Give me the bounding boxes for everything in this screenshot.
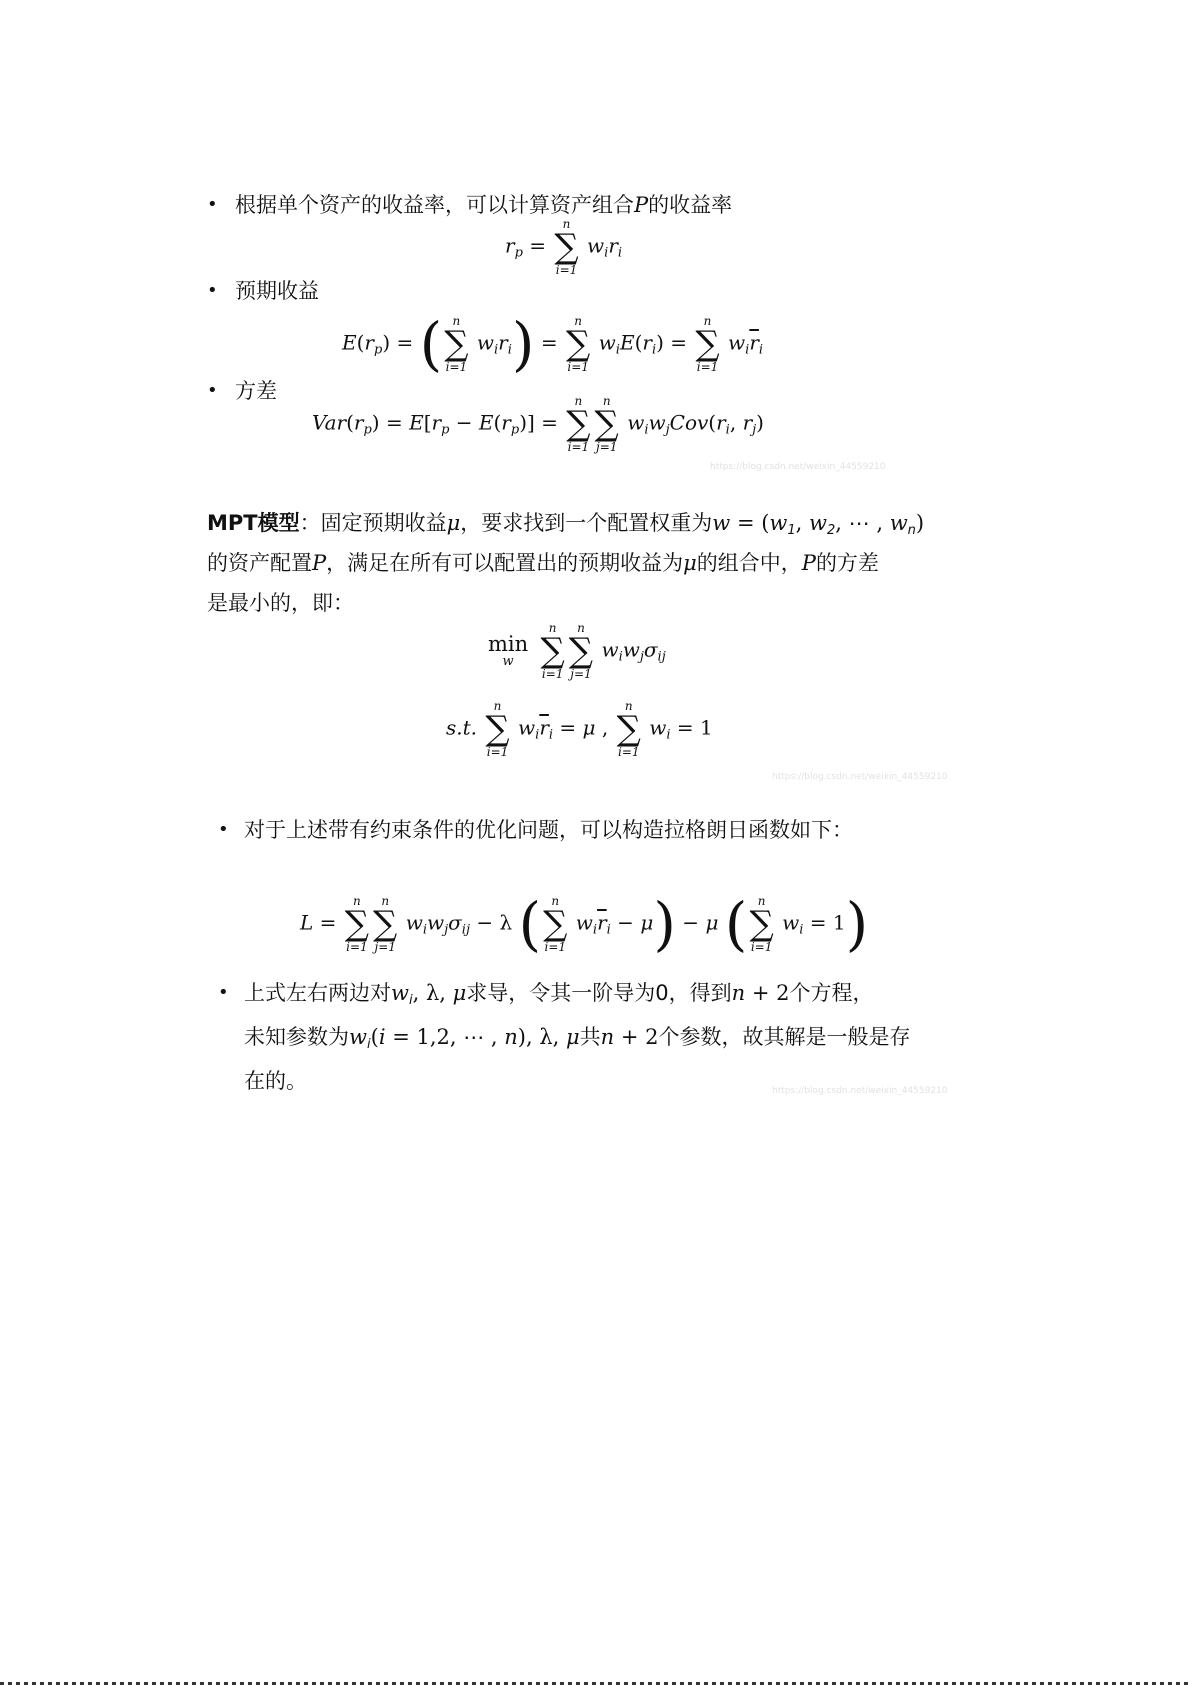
- watermark: https://blog.csdn.net/weixin_44559210: [772, 1086, 948, 1096]
- equation-portfolio-return: $r_p$ = n ∑ i=1 $w_ir_i$: [505, 217, 623, 277]
- bullet-dot: •: [207, 194, 218, 215]
- equation-constraints: s.t. n ∑ i=1 $w_i\overline{r}_i = \mu$ , n ∑ i=1 $w_i = 1$: [446, 699, 713, 759]
- mpt-line-3: 是最小的，即：: [207, 591, 354, 615]
- bullet-dot: •: [207, 380, 218, 401]
- equation-variance: $Var(r_p) = E[r_p - E(r_p)]$ = n ∑ i=1 n ∑ j=1 $w_iw_jCov(r_i$, $r_j$): [312, 394, 764, 454]
- bullet-variance: 方差: [235, 379, 277, 403]
- equation-expected-return: $E(r_p)$ = ( n ∑ i=1 $w_ir_i$) = n ∑ i=1 $w_iE(r_i)$ = n ∑ i=1 $w_i\overline{r}_i$: [342, 310, 764, 378]
- derivative-line-2: 未知参数为$w_i(i = 1,2$, ⋯ , n), λ, μ共n + 2个参数，故其解是一般是存: [244, 1025, 911, 1052]
- equation-lagrangian: L = n ∑ i=1 n ∑ j=1 $w_iw_j\sigma_{ij} - \lambda$ ( n ∑ i=1 $w_i\overline{r}_i - \mu) - \mu$ ( n ∑ i=1 $w_i = 1$): [300, 890, 869, 958]
- derivative-line-1: 上式左右两边对$w_i$, λ, μ求导，令其一阶导为0，得到n + 2个方程，: [244, 981, 874, 1008]
- watermark: https://blog.csdn.net/weixin_44559210: [710, 462, 886, 472]
- mpt-line-2: 的资产配置P，满足在所有可以配置出的预期收益为μ的组合中，P的方差: [207, 551, 879, 575]
- summation: n ∑ i=1: [554, 217, 579, 277]
- bullet-dot: •: [218, 982, 229, 1003]
- derivative-line-3: 在的。: [244, 1069, 307, 1093]
- lagrange-intro: 对于上述带有约束条件的优化问题，可以构造拉格朗日函数如下：: [244, 818, 853, 842]
- bullet-dot: •: [207, 280, 218, 301]
- bullet-dot: •: [218, 819, 229, 840]
- bullet-return-text: 根据单个资产的收益率，可以计算资产组合P的收益率: [235, 193, 733, 217]
- mpt-line-1: MPT模型：固定预期收益μ，要求找到一个配置权重为$w = (w_1$, $w_2$, ⋯ , $w_n$): [207, 511, 925, 538]
- watermark: https://blog.csdn.net/weixin_44559210: [772, 772, 948, 782]
- equation-min-variance: min w n ∑ i=1 n ∑ j=1 $w_iw_j\sigma_{ij}$: [488, 621, 666, 681]
- bullet-expected-return: 预期收益: [235, 279, 319, 303]
